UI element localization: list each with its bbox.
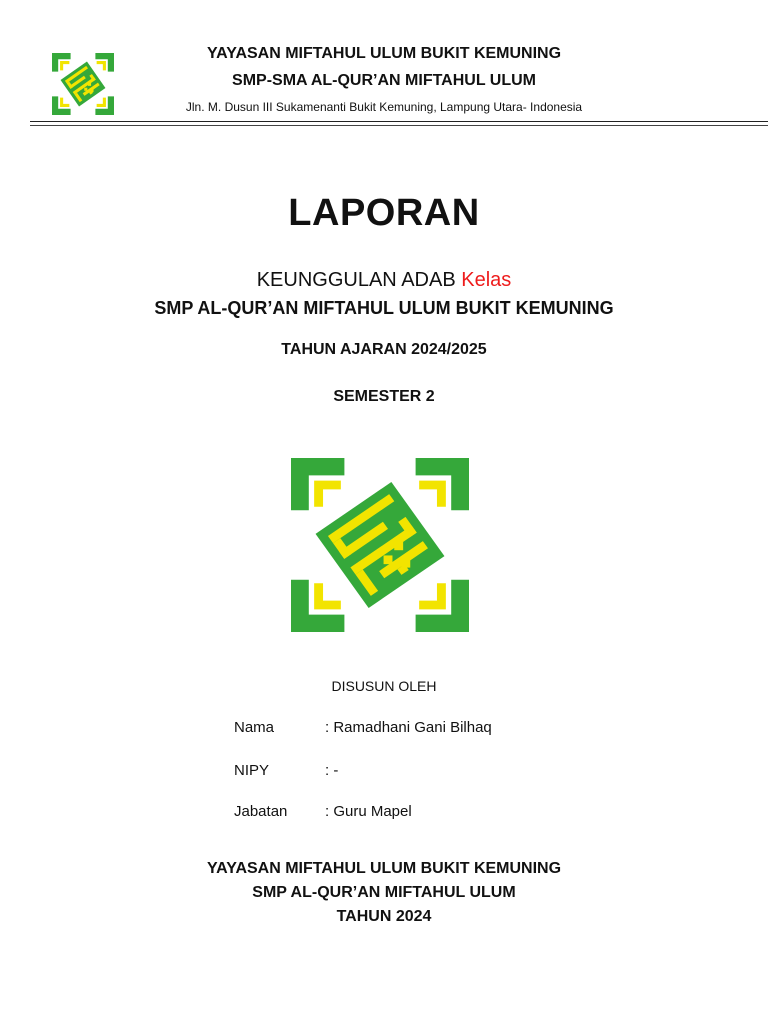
- letterhead: [0, 0, 768, 130]
- author-heading: DISUSUN OLEH: [331, 678, 437, 694]
- field-label: Nama: [234, 719, 275, 736]
- report-subtitle-highlight: Kelas: [461, 269, 512, 291]
- report-title: LAPORAN: [288, 192, 480, 234]
- school-logo-small-icon: [52, 53, 114, 115]
- footer-foundation-name: YAYASAN MIFTAHUL ULUM BUKIT KEMUNING: [206, 860, 562, 877]
- letterhead-address: Jln. M. Dusun III Sukamenanti Bukit Kemuning, Lampung Utara- Indonesia: [185, 100, 583, 114]
- footer-school-name: SMP AL-QUR’AN MIFTAHUL ULUM: [252, 884, 516, 901]
- field-value: : Guru Mapel: [325, 803, 412, 820]
- letterhead-divider-thin: [30, 125, 768, 126]
- academic-year: TAHUN AJARAN 2024/2025: [281, 341, 487, 358]
- footer-year: TAHUN 2024: [336, 908, 432, 925]
- report-subtitle-main: KEUNGGULAN ADAB: [256, 269, 462, 291]
- field-value: : -: [325, 762, 339, 779]
- field-value: : Ramadhani Gani Bilhaq: [325, 719, 492, 736]
- field-label: NIPY: [234, 762, 270, 779]
- semester-label: SEMESTER 2: [333, 388, 435, 405]
- report-school-line: SMP AL-QUR’AN MIFTAHUL ULUM BUKIT KEMUNING: [154, 298, 614, 318]
- field-label: Jabatan: [234, 803, 288, 820]
- letterhead-divider-thick: [30, 121, 768, 122]
- letterhead-school-name: SMP-SMA AL-QUR’AN MIFTAHUL ULUM: [232, 72, 536, 89]
- report-subtitle: [0, 269, 768, 292]
- school-logo-large-icon: [291, 458, 469, 632]
- letterhead-foundation-name: YAYASAN MIFTAHUL ULUM BUKIT KEMUNING: [206, 45, 562, 62]
